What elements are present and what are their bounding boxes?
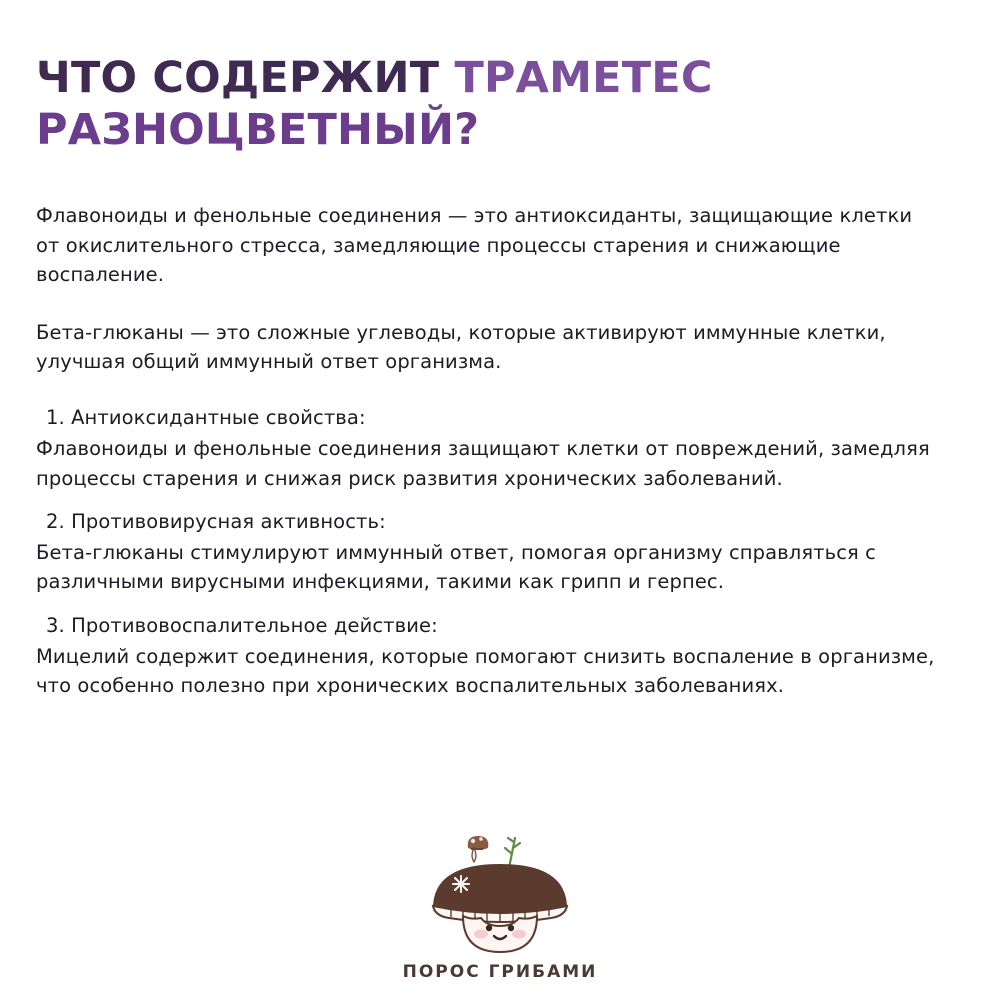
page-title-main: ЧТО СОДЕРЖИТ (36, 53, 455, 103)
list-item-body: Мицелий содержит соединения, которые помогают снизить воспаление в организме, что особенно полезно при хронических воспалительных заболеваниях. (36, 644, 935, 698)
article-body (36, 201, 941, 700)
brand-caption: ПОРОС ГРИБАМИ (402, 962, 598, 982)
list-item-body: Флавоноиды и фенольные соединения защищают клетки от повреждений, замедляя процессы старения и снижая риск развития хронических заболеваний. (36, 437, 930, 490)
benefits-list (36, 403, 941, 700)
intro-paragraph-2: Бета-глюканы — это сложные углеводы, которые активируют иммунные клетки, улучшая общий иммунный ответ организма. (36, 320, 886, 374)
page-title-line-2: РАЗНОЦВЕТНЫЙ? (36, 105, 480, 156)
list-item (36, 403, 941, 493)
mushroom-mascot-icon (405, 820, 595, 960)
intro-paragraph-1: Флавоноиды и фенольные соединения — это антиоксиданты, защищающие клетки от окислительного стресса, замедляющие процессы старения и снижающие воспаление. (36, 203, 913, 287)
page-title-accent: ТРАМЕТЕС (454, 53, 713, 103)
list-item-body: Бета-глюканы стимулируют иммунный ответ, помогая организму справляться с различными вирусными инфекциями, такими как грипп и герпес. (36, 541, 876, 594)
list-item (36, 611, 941, 701)
page-title (36, 52, 964, 157)
list-item (36, 507, 941, 597)
list-item-heading: 3. Противовоспалительное действие: (46, 613, 438, 637)
page-title-line-1 (36, 52, 964, 104)
list-item-heading: 1. Антиоксидантные свойства: (46, 406, 366, 430)
brand-logo (0, 820, 1000, 982)
list-item-heading: 2. Противовирусная активность: (46, 509, 386, 533)
